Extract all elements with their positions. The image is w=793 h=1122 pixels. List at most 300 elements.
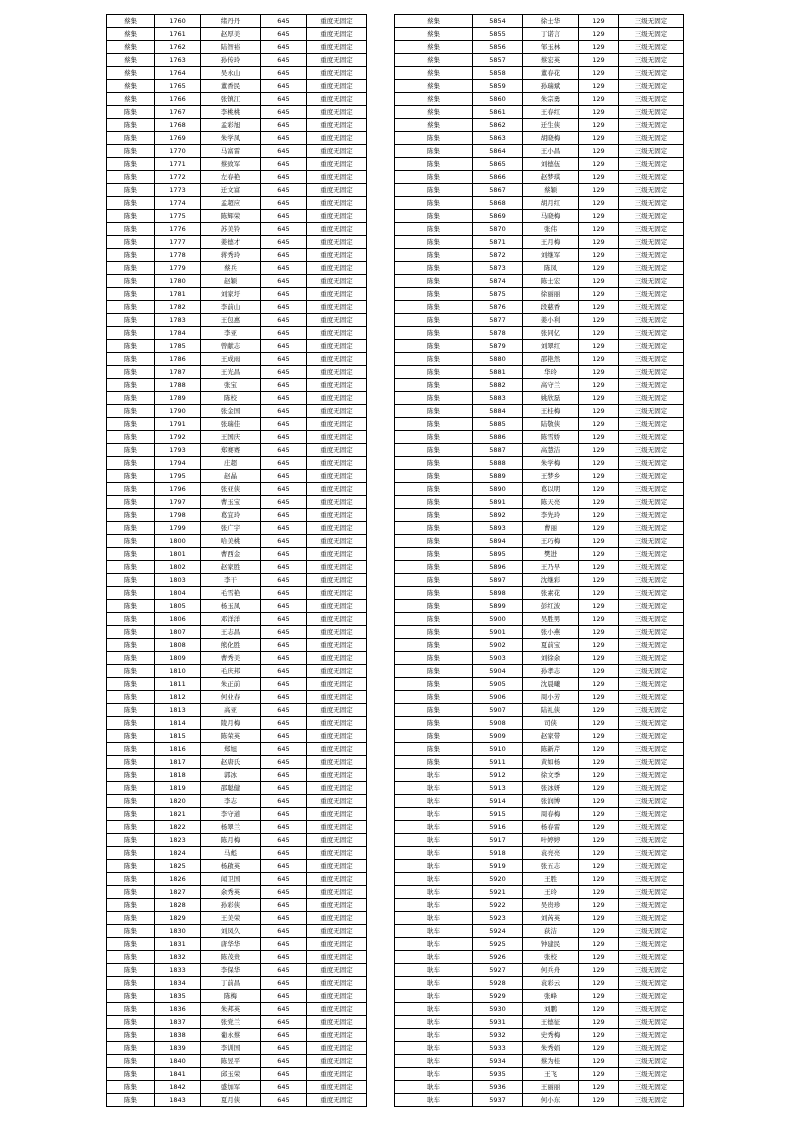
serial-number-cell: 1806 xyxy=(155,613,201,626)
amount-cell: 645 xyxy=(261,379,307,392)
category-cell: 三级无固定 xyxy=(619,41,684,54)
category-cell: 三级无固定 xyxy=(619,431,684,444)
serial-number-cell: 1791 xyxy=(155,418,201,431)
amount-cell: 645 xyxy=(261,288,307,301)
serial-number-cell: 5912 xyxy=(473,769,523,782)
town-cell: 陈集 xyxy=(395,652,473,665)
table-row xyxy=(107,678,367,691)
amount-cell: 129 xyxy=(579,470,619,483)
table-row xyxy=(395,405,684,418)
roster-table-left-body xyxy=(107,15,367,1107)
name-cell: 朱学凤 xyxy=(201,132,261,145)
serial-number-cell: 1772 xyxy=(155,171,201,184)
table-row xyxy=(395,912,684,925)
table-row xyxy=(395,67,684,80)
serial-number-cell: 1774 xyxy=(155,197,201,210)
amount-cell: 129 xyxy=(579,769,619,782)
category-cell: 重度无固定 xyxy=(307,15,367,28)
amount-cell: 645 xyxy=(261,119,307,132)
serial-number-cell: 5858 xyxy=(473,67,523,80)
town-cell: 陈集 xyxy=(395,444,473,457)
serial-number-cell: 5868 xyxy=(473,197,523,210)
category-cell: 重度无固定 xyxy=(307,769,367,782)
town-cell: 陈集 xyxy=(107,1068,155,1081)
town-cell: 陈集 xyxy=(395,730,473,743)
serial-number-cell: 5882 xyxy=(473,379,523,392)
town-cell: 陈集 xyxy=(107,392,155,405)
serial-number-cell: 1787 xyxy=(155,366,201,379)
serial-number-cell: 1837 xyxy=(155,1016,201,1029)
town-cell: 陈集 xyxy=(107,1081,155,1094)
table-row xyxy=(395,756,684,769)
amount-cell: 129 xyxy=(579,184,619,197)
category-cell: 重度无固定 xyxy=(307,509,367,522)
town-cell: 陈集 xyxy=(107,1042,155,1055)
name-cell: 张峰 xyxy=(523,990,579,1003)
name-cell: 陈昱平 xyxy=(201,1055,261,1068)
town-cell: 陈集 xyxy=(395,158,473,171)
serial-number-cell: 5929 xyxy=(473,990,523,1003)
category-cell: 三级无固定 xyxy=(619,1029,684,1042)
serial-number-cell: 5901 xyxy=(473,626,523,639)
serial-number-cell: 1765 xyxy=(155,80,201,93)
serial-number-cell: 5910 xyxy=(473,743,523,756)
town-cell: 陈集 xyxy=(395,574,473,587)
serial-number-cell: 1798 xyxy=(155,509,201,522)
town-cell: 陈集 xyxy=(395,314,473,327)
category-cell: 三级无固定 xyxy=(619,327,684,340)
amount-cell: 645 xyxy=(261,171,307,184)
category-cell: 三级无固定 xyxy=(619,834,684,847)
amount-cell: 129 xyxy=(579,483,619,496)
town-cell: 陈集 xyxy=(107,145,155,158)
category-cell: 三级无固定 xyxy=(619,860,684,873)
name-cell: 李亚 xyxy=(201,327,261,340)
town-cell: 陈集 xyxy=(395,132,473,145)
amount-cell: 645 xyxy=(261,717,307,730)
serial-number-cell: 5924 xyxy=(473,925,523,938)
serial-number-cell: 5908 xyxy=(473,717,523,730)
serial-number-cell: 5857 xyxy=(473,54,523,67)
table-row xyxy=(395,509,684,522)
serial-number-cell: 1761 xyxy=(155,28,201,41)
category-cell: 三级无固定 xyxy=(619,145,684,158)
category-cell: 三级无固定 xyxy=(619,249,684,262)
name-cell: 何兵舟 xyxy=(523,964,579,977)
town-cell: 蔡集 xyxy=(107,67,155,80)
town-cell: 蔡集 xyxy=(107,93,155,106)
amount-cell: 129 xyxy=(579,249,619,262)
town-cell: 耿车 xyxy=(395,860,473,873)
name-cell: 刘徐余 xyxy=(523,652,579,665)
town-cell: 陈集 xyxy=(395,678,473,691)
table-row xyxy=(395,184,684,197)
name-cell: 张润博 xyxy=(523,795,579,808)
serial-number-cell: 1778 xyxy=(155,249,201,262)
amount-cell: 129 xyxy=(579,1094,619,1107)
table-row xyxy=(107,1003,367,1016)
name-cell: 胡月红 xyxy=(523,197,579,210)
table-row xyxy=(395,730,684,743)
name-cell: 何小东 xyxy=(523,1094,579,1107)
table-row xyxy=(107,1055,367,1068)
table-row xyxy=(107,951,367,964)
name-cell: 蔡致军 xyxy=(201,158,261,171)
serial-number-cell: 1796 xyxy=(155,483,201,496)
town-cell: 耿车 xyxy=(395,990,473,1003)
amount-cell: 645 xyxy=(261,93,307,106)
table-row xyxy=(395,1042,684,1055)
name-cell: 孙瑞斌 xyxy=(523,80,579,93)
serial-number-cell: 5933 xyxy=(473,1042,523,1055)
amount-cell: 129 xyxy=(579,444,619,457)
amount-cell: 129 xyxy=(579,652,619,665)
name-cell: 熊化胜 xyxy=(201,639,261,652)
amount-cell: 129 xyxy=(579,15,619,28)
table-row xyxy=(107,262,367,275)
amount-cell: 645 xyxy=(261,184,307,197)
amount-cell: 645 xyxy=(261,353,307,366)
name-cell: 迁生侠 xyxy=(523,119,579,132)
category-cell: 重度无固定 xyxy=(307,548,367,561)
serial-number-cell: 5919 xyxy=(473,860,523,873)
serial-number-cell: 1793 xyxy=(155,444,201,457)
amount-cell: 645 xyxy=(261,613,307,626)
name-cell: 董春花 xyxy=(523,67,579,80)
town-cell: 陈集 xyxy=(107,106,155,119)
category-cell: 三级无固定 xyxy=(619,379,684,392)
serial-number-cell: 5894 xyxy=(473,535,523,548)
town-cell: 陈集 xyxy=(107,795,155,808)
amount-cell: 645 xyxy=(261,314,307,327)
table-row xyxy=(107,483,367,496)
table-row xyxy=(395,574,684,587)
name-cell: 毛庆邦 xyxy=(201,665,261,678)
category-cell: 重度无固定 xyxy=(307,314,367,327)
name-cell: 邹玉林 xyxy=(523,41,579,54)
serial-number-cell: 1804 xyxy=(155,587,201,600)
serial-number-cell: 1814 xyxy=(155,717,201,730)
serial-number-cell: 5931 xyxy=(473,1016,523,1029)
amount-cell: 129 xyxy=(579,964,619,977)
category-cell: 重度无固定 xyxy=(307,210,367,223)
table-row xyxy=(395,652,684,665)
category-cell: 重度无固定 xyxy=(307,340,367,353)
serial-number-cell: 5904 xyxy=(473,665,523,678)
name-cell: 夏月侠 xyxy=(201,1094,261,1107)
town-cell: 陈集 xyxy=(107,288,155,301)
category-cell: 三级无固定 xyxy=(619,197,684,210)
name-cell: 高慧洁 xyxy=(523,444,579,457)
serial-number-cell: 1825 xyxy=(155,860,201,873)
town-cell: 陈集 xyxy=(107,418,155,431)
amount-cell: 129 xyxy=(579,392,619,405)
table-row xyxy=(395,28,684,41)
serial-number-cell: 5865 xyxy=(473,158,523,171)
name-cell: 李桃桃 xyxy=(201,106,261,119)
town-cell: 陈集 xyxy=(395,483,473,496)
category-cell: 重度无固定 xyxy=(307,301,367,314)
table-row xyxy=(107,691,367,704)
name-cell: 邵艳然 xyxy=(523,353,579,366)
town-cell: 陈集 xyxy=(107,509,155,522)
name-cell: 陈辉荣 xyxy=(201,210,261,223)
name-cell: 王志昌 xyxy=(201,626,261,639)
name-cell: 葡永蔡 xyxy=(201,1029,261,1042)
name-cell: 司侠 xyxy=(523,717,579,730)
town-cell: 蔡集 xyxy=(395,67,473,80)
serial-number-cell: 1795 xyxy=(155,470,201,483)
name-cell: 朱邦英 xyxy=(201,1003,261,1016)
amount-cell: 645 xyxy=(261,80,307,93)
serial-number-cell: 5876 xyxy=(473,301,523,314)
name-cell: 左春艳 xyxy=(201,171,261,184)
amount-cell: 129 xyxy=(579,535,619,548)
town-cell: 耿车 xyxy=(395,1068,473,1081)
town-cell: 陈集 xyxy=(395,613,473,626)
town-cell: 陈集 xyxy=(107,743,155,756)
category-cell: 三级无固定 xyxy=(619,119,684,132)
name-cell: 郑赛赛 xyxy=(201,444,261,457)
table-row xyxy=(395,275,684,288)
name-cell: 陈茂贵 xyxy=(201,951,261,964)
amount-cell: 645 xyxy=(261,1094,307,1107)
category-cell: 重度无固定 xyxy=(307,977,367,990)
name-cell: 陈荣英 xyxy=(201,730,261,743)
table-row xyxy=(107,392,367,405)
name-cell: 葛以明 xyxy=(523,483,579,496)
table-row xyxy=(107,925,367,938)
name-cell: 姚欣磊 xyxy=(523,392,579,405)
category-cell: 三级无固定 xyxy=(619,80,684,93)
category-cell: 重度无固定 xyxy=(307,353,367,366)
table-row xyxy=(107,119,367,132)
category-cell: 重度无固定 xyxy=(307,54,367,67)
serial-number-cell: 1836 xyxy=(155,1003,201,1016)
table-row xyxy=(395,1003,684,1016)
amount-cell: 129 xyxy=(579,171,619,184)
table-row xyxy=(395,665,684,678)
table-row xyxy=(107,80,367,93)
serial-number-cell: 1766 xyxy=(155,93,201,106)
category-cell: 三级无固定 xyxy=(619,67,684,80)
serial-number-cell: 5859 xyxy=(473,80,523,93)
table-row xyxy=(107,171,367,184)
town-cell: 陈集 xyxy=(107,626,155,639)
town-cell: 陈集 xyxy=(107,249,155,262)
category-cell: 重度无固定 xyxy=(307,197,367,210)
category-cell: 重度无固定 xyxy=(307,743,367,756)
name-cell: 马晓梅 xyxy=(523,210,579,223)
category-cell: 三级无固定 xyxy=(619,509,684,522)
amount-cell: 129 xyxy=(579,288,619,301)
name-cell: 王月梅 xyxy=(523,236,579,249)
serial-number-cell: 5875 xyxy=(473,288,523,301)
category-cell: 重度无固定 xyxy=(307,470,367,483)
category-cell: 三级无固定 xyxy=(619,54,684,67)
town-cell: 耿车 xyxy=(395,1081,473,1094)
serial-number-cell: 1781 xyxy=(155,288,201,301)
serial-number-cell: 5880 xyxy=(473,353,523,366)
amount-cell: 129 xyxy=(579,626,619,639)
name-cell: 刘凤久 xyxy=(201,925,261,938)
serial-number-cell: 5914 xyxy=(473,795,523,808)
town-cell: 陈集 xyxy=(395,184,473,197)
serial-number-cell: 5898 xyxy=(473,587,523,600)
category-cell: 重度无固定 xyxy=(307,730,367,743)
table-row xyxy=(107,860,367,873)
town-cell: 陈集 xyxy=(395,353,473,366)
table-row xyxy=(395,717,684,730)
serial-number-cell: 1823 xyxy=(155,834,201,847)
category-cell: 重度无固定 xyxy=(307,145,367,158)
serial-number-cell: 5913 xyxy=(473,782,523,795)
town-cell: 耿车 xyxy=(395,1003,473,1016)
category-cell: 重度无固定 xyxy=(307,756,367,769)
town-cell: 蔡集 xyxy=(107,41,155,54)
town-cell: 陈集 xyxy=(395,470,473,483)
serial-number-cell: 1784 xyxy=(155,327,201,340)
name-cell: 王包惠 xyxy=(201,314,261,327)
serial-number-cell: 1762 xyxy=(155,41,201,54)
name-cell: 朱正前 xyxy=(201,678,261,691)
name-cell: 朱秀娟 xyxy=(523,1042,579,1055)
name-cell: 曾献志 xyxy=(201,340,261,353)
town-cell: 陈集 xyxy=(107,353,155,366)
name-cell: 姜小利 xyxy=(523,314,579,327)
amount-cell: 129 xyxy=(579,340,619,353)
table-row xyxy=(107,132,367,145)
category-cell: 三级无固定 xyxy=(619,639,684,652)
serial-number-cell: 1821 xyxy=(155,808,201,821)
category-cell: 重度无固定 xyxy=(307,678,367,691)
town-cell: 陈集 xyxy=(107,275,155,288)
amount-cell: 129 xyxy=(579,886,619,899)
name-cell: 黄如杨 xyxy=(523,756,579,769)
category-cell: 三级无固定 xyxy=(619,93,684,106)
serial-number-cell: 5877 xyxy=(473,314,523,327)
amount-cell: 645 xyxy=(261,431,307,444)
amount-cell: 129 xyxy=(579,314,619,327)
amount-cell: 129 xyxy=(579,262,619,275)
serial-number-cell: 5920 xyxy=(473,873,523,886)
table-row xyxy=(395,925,684,938)
town-cell: 陈集 xyxy=(107,951,155,964)
serial-number-cell: 1819 xyxy=(155,782,201,795)
amount-cell: 129 xyxy=(579,990,619,1003)
name-cell: 刘家圩 xyxy=(201,288,261,301)
amount-cell: 129 xyxy=(579,509,619,522)
town-cell: 陈集 xyxy=(395,756,473,769)
amount-cell: 645 xyxy=(261,535,307,548)
serial-number-cell: 1801 xyxy=(155,548,201,561)
town-cell: 蔡集 xyxy=(395,15,473,28)
table-row xyxy=(107,522,367,535)
name-cell: 李保华 xyxy=(201,964,261,977)
name-cell: 李志 xyxy=(201,795,261,808)
name-cell: 王胜 xyxy=(523,873,579,886)
town-cell: 陈集 xyxy=(395,639,473,652)
table-row xyxy=(395,392,684,405)
category-cell: 三级无固定 xyxy=(619,1055,684,1068)
serial-number-cell: 5860 xyxy=(473,93,523,106)
town-cell: 耿车 xyxy=(395,808,473,821)
category-cell: 三级无固定 xyxy=(619,561,684,574)
amount-cell: 129 xyxy=(579,28,619,41)
category-cell: 重度无固定 xyxy=(307,171,367,184)
serial-number-cell: 1832 xyxy=(155,951,201,964)
serial-number-cell: 1812 xyxy=(155,691,201,704)
name-cell: 迁文富 xyxy=(201,184,261,197)
town-cell: 陈集 xyxy=(395,262,473,275)
amount-cell: 129 xyxy=(579,405,619,418)
town-cell: 耿车 xyxy=(395,821,473,834)
town-cell: 陈集 xyxy=(107,652,155,665)
serial-number-cell: 5888 xyxy=(473,457,523,470)
name-cell: 杨啟英 xyxy=(201,860,261,873)
amount-cell: 129 xyxy=(579,743,619,756)
category-cell: 三级无固定 xyxy=(619,483,684,496)
amount-cell: 645 xyxy=(261,873,307,886)
table-row xyxy=(107,106,367,119)
amount-cell: 645 xyxy=(261,639,307,652)
amount-cell: 129 xyxy=(579,106,619,119)
town-cell: 陈集 xyxy=(395,509,473,522)
amount-cell: 129 xyxy=(579,912,619,925)
amount-cell: 129 xyxy=(579,600,619,613)
serial-number-cell: 1841 xyxy=(155,1068,201,1081)
serial-number-cell: 5883 xyxy=(473,392,523,405)
category-cell: 三级无固定 xyxy=(619,496,684,509)
category-cell: 重度无固定 xyxy=(307,67,367,80)
name-cell: 曹秀美 xyxy=(201,652,261,665)
town-cell: 陈集 xyxy=(107,639,155,652)
name-cell: 李守道 xyxy=(201,808,261,821)
category-cell: 三级无固定 xyxy=(619,951,684,964)
category-cell: 三级无固定 xyxy=(619,392,684,405)
serial-number-cell: 1776 xyxy=(155,223,201,236)
table-row xyxy=(107,366,367,379)
category-cell: 三级无固定 xyxy=(619,704,684,717)
table-row xyxy=(107,210,367,223)
table-row xyxy=(395,15,684,28)
serial-number-cell: 1803 xyxy=(155,574,201,587)
amount-cell: 645 xyxy=(261,236,307,249)
table-row xyxy=(107,743,367,756)
name-cell: 唐华华 xyxy=(201,938,261,951)
serial-number-cell: 5921 xyxy=(473,886,523,899)
amount-cell: 645 xyxy=(261,470,307,483)
table-row xyxy=(395,626,684,639)
amount-cell: 645 xyxy=(261,990,307,1003)
name-cell: 陈士宏 xyxy=(523,275,579,288)
serial-number-cell: 5909 xyxy=(473,730,523,743)
table-row xyxy=(107,275,367,288)
table-row xyxy=(107,704,367,717)
serial-number-cell: 5896 xyxy=(473,561,523,574)
amount-cell: 129 xyxy=(579,808,619,821)
amount-cell: 129 xyxy=(579,158,619,171)
serial-number-cell: 5925 xyxy=(473,938,523,951)
name-cell: 王乃早 xyxy=(523,561,579,574)
town-cell: 耿车 xyxy=(395,1016,473,1029)
amount-cell: 645 xyxy=(261,301,307,314)
serial-number-cell: 5861 xyxy=(473,106,523,119)
name-cell: 张同亿 xyxy=(523,327,579,340)
serial-number-cell: 5893 xyxy=(473,522,523,535)
town-cell: 陈集 xyxy=(395,535,473,548)
category-cell: 重度无固定 xyxy=(307,691,367,704)
